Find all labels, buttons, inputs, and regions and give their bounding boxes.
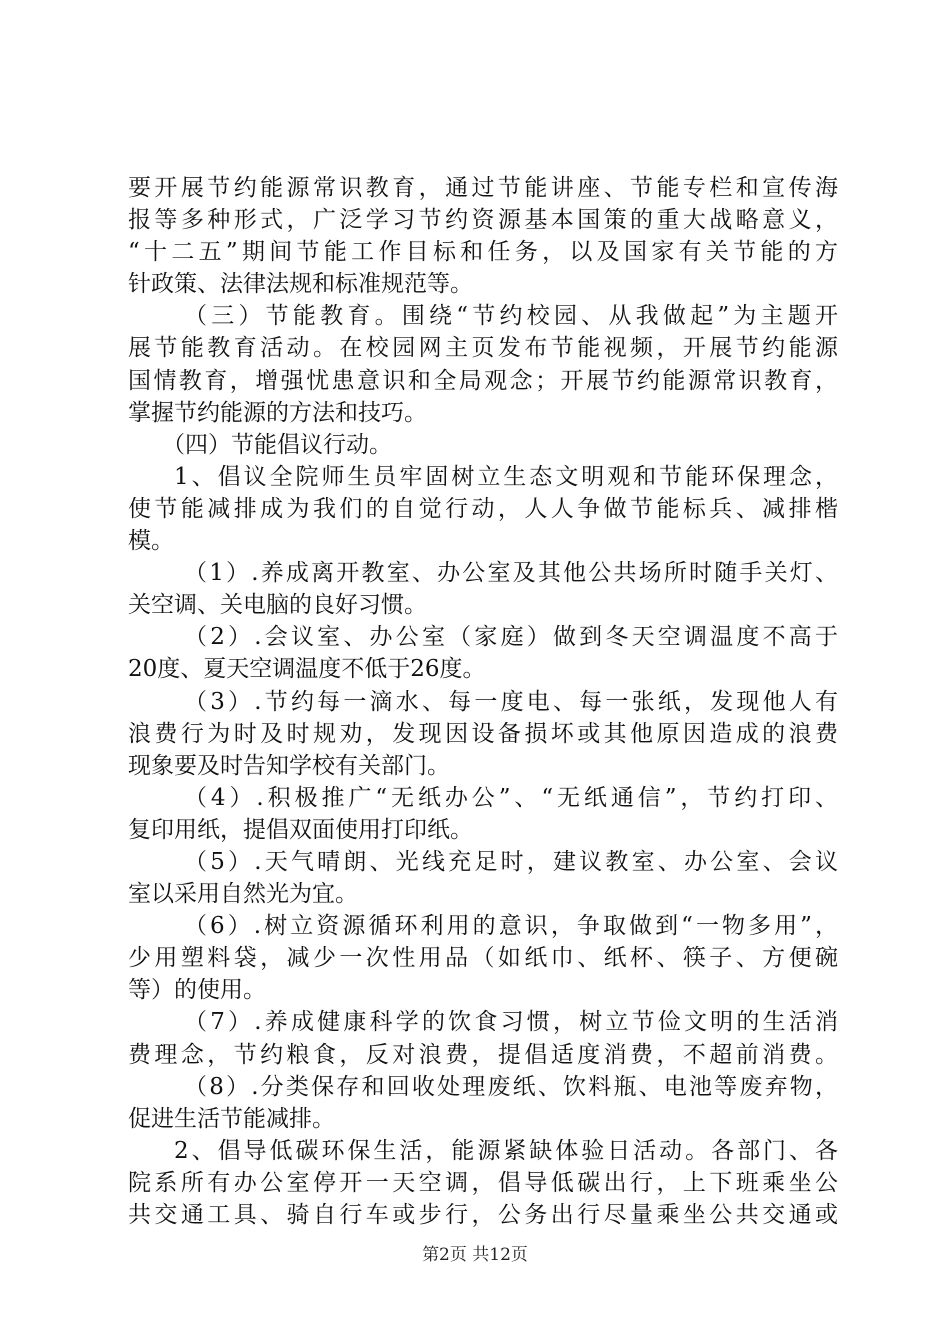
paragraph	[128, 429, 838, 461]
paragraph	[128, 172, 838, 300]
text-line: 掌握节约能源的方法和技巧。	[128, 399, 427, 426]
text-line: （4）.积极推广“无纸办公”、“无纸通信”，节约打印、	[184, 784, 838, 811]
paragraph	[128, 621, 838, 685]
text-line: 国情教育，增强忧患意识和全局观念；开展节约能源常识教育，	[128, 367, 838, 394]
paragraph	[128, 557, 838, 621]
page-footer	[0, 1240, 950, 1265]
text-line: （8）.分类保存和回收处理废纸、饮料瓶、电池等废弃物，	[184, 1073, 838, 1100]
paragraph	[128, 910, 838, 1006]
text-line: 室以采用自然光为宜。	[128, 881, 358, 908]
text-line: （7）.养成健康科学的饮食习惯，树立节俭文明的生活消	[184, 1009, 838, 1036]
text-line: （3）.节约每一滴水、每一度电、每一张纸，发现他人有	[184, 688, 838, 715]
text-line: 院系所有办公室停开一天空调，倡导低碳出行，上下班乘坐公	[128, 1169, 838, 1196]
text-line: 促进生活节能减排。	[128, 1105, 335, 1132]
text-line: 报等多种形式，广泛学习节约资源基本国策的重大战略意义，	[128, 207, 838, 234]
text-line: 共交通工具、骑自行车或步行，公务出行尽量乘坐公共交通或	[128, 1202, 838, 1228]
text-line: （四）节能倡议行动。	[162, 431, 392, 458]
paragraph	[128, 300, 838, 428]
document-body	[128, 172, 838, 1231]
text-line: 等）的使用。	[128, 977, 266, 1004]
text-line: 费理念，节约粮食，反对浪费，提倡适度消费，不超前消费。	[128, 1041, 838, 1068]
text-line: 关空调、关电脑的良好习惯。	[128, 592, 427, 619]
text-line: 1、倡议全院师生员牢固树立生态文明观和节能环保理念，	[174, 463, 838, 490]
text-line: 现象要及时告知学校有关部门。	[128, 752, 450, 779]
text-line: （6）.树立资源循环利用的意识，争取做到“一物多用”，	[184, 913, 838, 940]
paragraph	[128, 1135, 838, 1231]
text-line: “十二五”期间节能工作目标和任务，以及国家有关节能的方	[128, 239, 838, 266]
text-line: 少用塑料袋，减少一次性用品（如纸巾、纸杯、筷子、方便碗	[128, 945, 838, 972]
paragraph	[128, 846, 838, 910]
text-line: 20度、夏天空调温度不低于26度。	[128, 656, 486, 683]
paragraph	[128, 1071, 838, 1135]
text-line: 使节能减排成为我们的自觉行动，人人争做节能标兵、减排楷	[128, 495, 838, 522]
text-line: 模。	[128, 528, 174, 555]
page-number-label: 第2页 共12页	[422, 1245, 528, 1265]
text-line: 展节能教育活动。在校园网主页发布节能视频，开展节约能源	[128, 335, 838, 362]
text-line: 要开展节约能源常识教育，通过节能讲座、节能专栏和宣传海	[128, 175, 838, 201]
text-line: 浪费行为时及时规劝，发现因设备损坏或其他原因造成的浪费	[128, 720, 838, 747]
text-line: （2）.会议室、办公室（家庭）做到冬天空调温度不高于	[184, 624, 838, 651]
text-line: 2、倡导低碳环保生活，能源紧缺体验日活动。各部门、各	[174, 1137, 838, 1164]
text-line: 复印用纸，提倡双面使用打印纸。	[128, 816, 473, 843]
paragraph	[128, 686, 838, 782]
text-line: （三）节能教育。围绕“节约校园、从我做起”为主题开	[184, 303, 838, 330]
paragraph	[128, 1006, 838, 1070]
text-line: （5）.天气晴朗、光线充足时，建议教室、办公室、会议	[184, 848, 838, 875]
paragraph	[128, 461, 838, 557]
paragraph	[128, 782, 838, 846]
text-line: （1）.养成离开教室、办公室及其他公共场所时随手关灯、	[184, 560, 838, 587]
text-line: 针政策、法律法规和标准规范等。	[128, 271, 473, 298]
